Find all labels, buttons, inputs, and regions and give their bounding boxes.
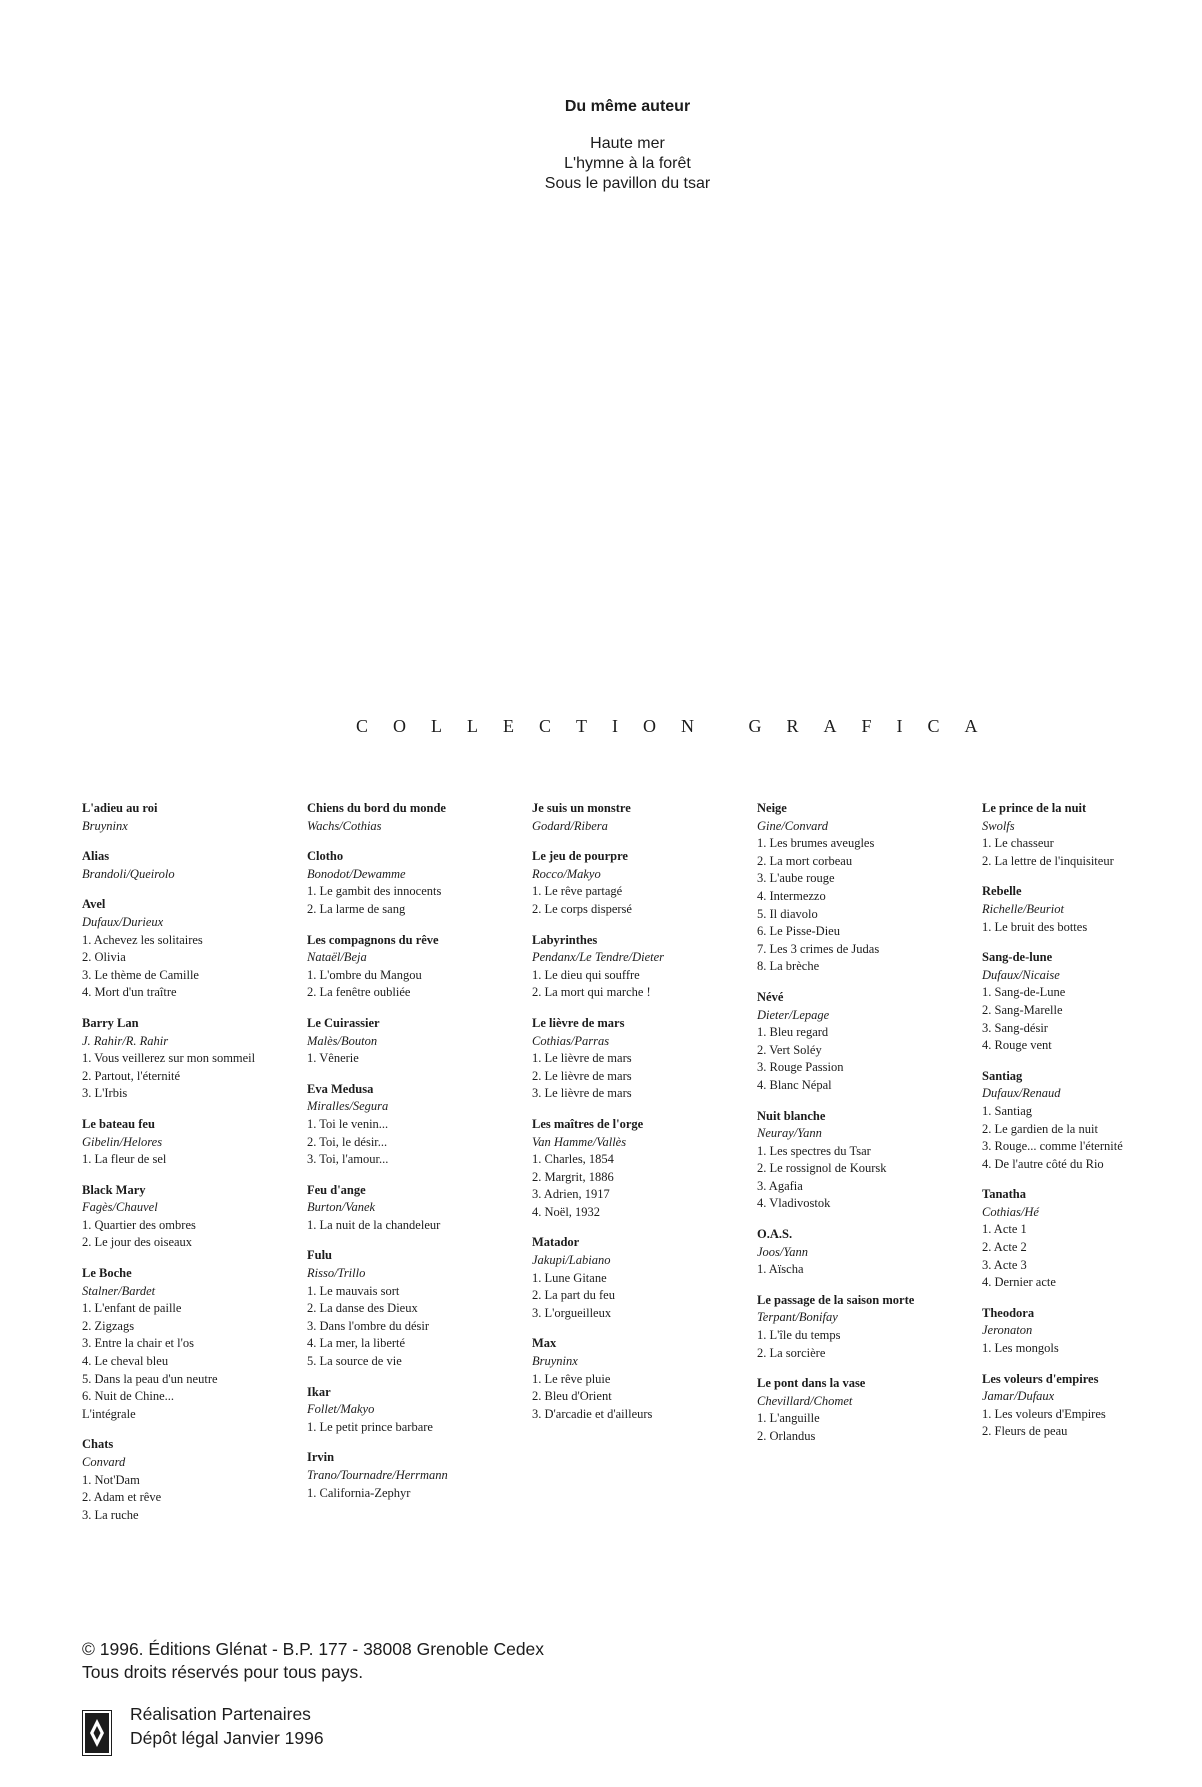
series-entry	[82, 896, 300, 1002]
series-title: Sang-de-lune	[982, 950, 1053, 965]
series-title: Névé	[757, 989, 784, 1004]
volume-item: 4. Intermezzo	[757, 888, 826, 903]
series-title: Le bateau feu	[82, 1116, 155, 1131]
series-authors: Joos/Yann	[757, 1244, 808, 1259]
series-title: Avel	[82, 897, 106, 912]
volume-item: 6. Nuit de Chine...	[82, 1389, 175, 1404]
volume-item: 1. Les brumes aveugles	[757, 836, 875, 851]
volume-item: 1. Sang-de-Lune	[982, 985, 1066, 1000]
series-authors: Godard/Ribera	[532, 818, 608, 833]
series-title: Max	[532, 1336, 557, 1351]
volume-item: 5. Dans la peau d'un neutre	[82, 1371, 218, 1386]
volume-item: 1. Quartier des ombres	[82, 1217, 196, 1232]
volume-item: 1. Le bruit des bottes	[982, 919, 1088, 934]
series-authors: Follet/Makyo	[307, 1402, 375, 1417]
series-title: Santiag	[982, 1068, 1023, 1083]
series-title: Tanatha	[982, 1187, 1027, 1202]
volume-item: 1. Toi le venin...	[307, 1116, 389, 1131]
series-authors: Bruyninx	[532, 1354, 578, 1369]
series-authors: Neuray/Yann	[757, 1126, 822, 1141]
series-title: L'adieu au roi	[82, 801, 158, 815]
volume-item: 4. Le cheval bleu	[82, 1354, 169, 1369]
volume-item: 1. Le rêve pluie	[532, 1371, 611, 1386]
series-authors: Gibelin/Helores	[82, 1134, 163, 1149]
volume-item: 7. Les 3 crimes de Judas	[757, 941, 880, 956]
volume-item: 2. Margrit, 1886	[532, 1169, 614, 1184]
series-authors: Malès/Bouton	[307, 1033, 378, 1048]
catalog-column-2	[307, 800, 525, 1515]
series-entry	[82, 848, 300, 883]
series-authors: Dufaux/Durieux	[82, 914, 164, 929]
volume-item: 4. Dernier acte	[982, 1275, 1056, 1290]
series-authors: Chevillard/Chomet	[757, 1393, 853, 1408]
series-authors: Burton/Vanek	[307, 1200, 376, 1215]
volume-item: 3. L'Irbis	[82, 1086, 128, 1101]
series-entry	[82, 1116, 300, 1169]
publisher-logo-icon	[82, 1710, 112, 1756]
volume-item: 2. Adam et rêve	[82, 1490, 162, 1505]
series-authors: J. Rahir/R. Rahir	[82, 1033, 169, 1048]
volume-item: 3. Entre la chair et l'os	[82, 1336, 194, 1351]
series-entry	[532, 1116, 750, 1222]
volume-item: 1. Vous veillerez sur mon sommeil	[82, 1051, 256, 1066]
series-entry	[982, 800, 1200, 870]
volume-item: 3. Sang-désir	[982, 1020, 1048, 1035]
series-authors: Pendanx/Le Tendre/Dieter	[532, 950, 665, 965]
volume-item: 1. Les voleurs d'Empires	[982, 1406, 1106, 1421]
author-book-list	[0, 134, 1202, 194]
series-authors: Rocco/Makyo	[532, 866, 601, 881]
series-authors: Terpant/Bonifay	[757, 1310, 838, 1325]
volume-item: 3. Toi, l'amour...	[307, 1152, 389, 1167]
series-entry	[307, 1081, 525, 1169]
series-title: Irvin	[307, 1450, 335, 1465]
series-title: Le Boche	[82, 1266, 132, 1281]
volume-item: 2. La part du feu	[532, 1288, 615, 1303]
volume-item: 2. Le jour des oiseaux	[82, 1235, 193, 1250]
author-book: Haute mer	[590, 135, 665, 152]
series-authors: Miralles/Segura	[307, 1099, 389, 1114]
series-entry	[532, 932, 750, 1002]
credits	[130, 1702, 324, 1750]
catalog-column-1	[82, 800, 300, 1537]
volume-item: 3. Rouge Passion	[757, 1060, 844, 1075]
copyright-line: © 1996. Éditions Glénat - B.P. 177 - 38008 Grenoble Cedex	[82, 1639, 545, 1659]
collection-title: COLLECTION GRAFICA	[356, 716, 1003, 736]
series-authors: Trano/Tournadre/Herrmann	[307, 1468, 448, 1482]
volume-item: 3. Rouge... comme l'éternité	[982, 1139, 1123, 1154]
volume-item: 1. Bleu regard	[757, 1025, 829, 1040]
volume-item: 3. Le lièvre de mars	[532, 1086, 632, 1101]
volume-item: 2. La sorcière	[757, 1345, 826, 1360]
series-entry	[982, 1068, 1200, 1174]
volume-item: 1. Les mongols	[982, 1341, 1059, 1356]
volume-item: 2. Le rossignol de Koursk	[757, 1161, 887, 1176]
series-title: O.A.S.	[757, 1227, 793, 1242]
series-authors: Bonodot/Dewamme	[307, 866, 406, 881]
series-authors: Dufaux/Renaud	[982, 1086, 1061, 1101]
series-authors: Convard	[82, 1455, 126, 1469]
series-entry	[82, 1182, 300, 1252]
series-entry	[757, 1108, 975, 1214]
series-authors: Swolfs	[982, 818, 1015, 833]
volume-item: 1. Le dieu qui souffre	[532, 967, 640, 982]
series-title: Black Mary	[82, 1182, 146, 1197]
series-authors: Cothias/Parras	[532, 1033, 610, 1048]
series-title: Matador	[532, 1235, 580, 1250]
volume-item: 2. La larme de sang	[307, 901, 406, 916]
volume-item: 1. Le mauvais sort	[307, 1283, 400, 1298]
volume-item: 4. La mer, la liberté	[307, 1336, 406, 1351]
volume-item: 2. Le lièvre de mars	[532, 1068, 632, 1083]
series-entry	[982, 949, 1200, 1055]
series-title: Feu d'ange	[307, 1182, 366, 1197]
series-title: Rebelle	[982, 884, 1022, 899]
volume-item: 3. La ruche	[82, 1507, 139, 1522]
volume-item: 1. La nuit de la chandeleur	[307, 1217, 441, 1232]
volume-item: 1. Les spectres du Tsar	[757, 1143, 871, 1158]
catalog-column-3	[532, 800, 750, 1436]
series-entry	[307, 1449, 525, 1502]
volume-item: 1. Le lièvre de mars	[532, 1051, 632, 1066]
volume-item: 4. Mort d'un traître	[82, 985, 177, 1000]
volume-item: 2. La mort corbeau	[757, 853, 853, 868]
series-title: Alias	[82, 849, 110, 864]
volume-item: 4. Blanc Népal	[757, 1077, 832, 1092]
series-entry	[307, 800, 525, 835]
volume-item: 3. D'arcadie et d'ailleurs	[532, 1406, 653, 1421]
series-authors: Fagès/Chauvel	[82, 1200, 158, 1215]
volume-item: 2. La mort qui marche !	[532, 985, 651, 1000]
volume-item: 2. Fleurs de peau	[982, 1424, 1068, 1439]
series-entry	[982, 1186, 1200, 1292]
series-entry	[307, 1015, 525, 1068]
author-heading: Du même auteur	[564, 98, 691, 115]
volume-item: 5. La source de vie	[307, 1354, 402, 1369]
series-title: Le jeu de pourpre	[532, 849, 628, 864]
volume-item: 1. Le chasseur	[982, 836, 1054, 851]
volume-item: 1. Le gambit des innocents	[307, 884, 442, 899]
volume-item: 2. Zigzags	[82, 1318, 135, 1333]
series-entry	[757, 1226, 975, 1279]
series-title: Chats	[82, 1437, 114, 1452]
volume-item: 2. Bleu d'Orient	[532, 1389, 612, 1404]
volume-item: 2. Orlandus	[757, 1429, 816, 1443]
volume-item: 2. Le corps dispersé	[532, 901, 632, 916]
series-title: Les compagnons du rêve	[307, 932, 439, 947]
volume-item: 1. Vênerie	[307, 1051, 359, 1066]
author-book: Sous le pavillon du tsar	[544, 175, 711, 192]
copyright-notice	[82, 1638, 544, 1684]
volume-item: 2. Olivia	[82, 950, 126, 965]
volume-item: 6. Le Pisse-Dieu	[757, 924, 840, 939]
series-authors: Jeronaton	[982, 1323, 1033, 1338]
series-entry	[757, 1292, 975, 1362]
volume-item: L'intégrale	[82, 1406, 136, 1421]
series-entry	[982, 1371, 1200, 1441]
volume-item: 1. Aïscha	[757, 1262, 804, 1277]
volume-item: 4. De l'autre côté du Rio	[982, 1156, 1104, 1171]
volume-item: 2. La danse des Dieux	[307, 1301, 418, 1316]
series-title: Le prince de la nuit	[982, 801, 1087, 815]
series-title: Clotho	[307, 849, 344, 864]
series-entry	[307, 1384, 525, 1437]
series-authors: Cothias/Hé	[982, 1204, 1039, 1219]
series-entry	[982, 883, 1200, 936]
volume-item: 2. La fenêtre oubliée	[307, 985, 411, 1000]
series-title: Les voleurs d'empires	[982, 1371, 1099, 1386]
volume-item: 1. Lune Gitane	[532, 1270, 607, 1285]
series-entry	[307, 848, 525, 918]
volume-item: 8. La brèche	[757, 959, 820, 974]
series-authors: Risso/Trillo	[307, 1266, 366, 1281]
series-entry	[82, 800, 300, 835]
series-entry	[532, 800, 750, 835]
series-entry	[82, 1015, 300, 1103]
volume-item: 3. Agafia	[757, 1178, 803, 1193]
volume-item: 1. L'ombre du Mangou	[307, 967, 422, 982]
volume-item: 1. Santiag	[982, 1103, 1032, 1118]
volume-item: 3. Le thème de Camille	[82, 967, 199, 982]
volume-item: 2. Le gardien de la nuit	[982, 1121, 1098, 1136]
series-title: Le lièvre de mars	[532, 1015, 625, 1030]
volume-item: 1. La fleur de sel	[82, 1152, 167, 1167]
volume-item: 4. Noël, 1932	[532, 1204, 601, 1219]
series-title: Neige	[757, 801, 787, 815]
volume-item: 2. Acte 2	[982, 1240, 1027, 1255]
series-authors: Gine/Convard	[757, 818, 829, 833]
author-section	[0, 98, 1202, 194]
series-entry	[307, 932, 525, 1002]
production-credit: Réalisation Partenaires	[130, 1704, 311, 1724]
series-title: Eva Medusa	[307, 1081, 374, 1096]
series-title: Le Cuirassier	[307, 1015, 380, 1030]
volume-item: 1. Not'Dam	[82, 1472, 140, 1487]
series-entry	[82, 1265, 300, 1423]
series-entry	[532, 1335, 750, 1423]
series-entry	[532, 1015, 750, 1103]
series-entry	[307, 1182, 525, 1235]
volume-item: 3. Adrien, 1917	[532, 1187, 610, 1202]
series-entry	[307, 1247, 525, 1370]
volume-item: 5. Il diavolo	[757, 906, 818, 921]
series-title: Les maîtres de l'orge	[532, 1116, 644, 1131]
volume-item: 2. Partout, l'éternité	[82, 1068, 181, 1083]
volume-item: 1. Acte 1	[982, 1222, 1027, 1237]
series-title: Le passage de la saison morte	[757, 1292, 915, 1307]
series-authors: Nataël/Beja	[307, 950, 367, 965]
volume-item: 2. Sang-Marelle	[982, 1002, 1063, 1017]
catalog-column-5	[982, 800, 1200, 1454]
volume-item: 3. L'aube rouge	[757, 871, 835, 886]
series-authors: Stalner/Bardet	[82, 1283, 156, 1298]
legal-deposit: Dépôt légal Janvier 1996	[130, 1728, 324, 1748]
catalog-column-4	[757, 800, 975, 1459]
volume-item: 4. Vladivostok	[757, 1196, 831, 1211]
series-entry	[532, 848, 750, 918]
volume-item: 1. Charles, 1854	[532, 1152, 614, 1167]
series-entry	[757, 1375, 975, 1445]
series-entry	[82, 1436, 300, 1524]
volume-item: 2. La lettre de l'inquisiteur	[982, 853, 1114, 868]
volume-item: 1. L'enfant de paille	[82, 1301, 182, 1316]
volume-item: 4. Rouge vent	[982, 1038, 1052, 1053]
volume-item: 1. L'île du temps	[757, 1328, 841, 1343]
volume-item: 3. L'orgueilleux	[532, 1305, 612, 1320]
series-entry	[982, 1305, 1200, 1358]
series-authors: Dufaux/Nicaise	[982, 967, 1060, 982]
series-authors: Van Hamme/Vallès	[532, 1134, 627, 1149]
rights-line: Tous droits réservés pour tous pays.	[82, 1662, 364, 1682]
volume-item: 1. L'anguille	[757, 1411, 820, 1426]
series-authors: Richelle/Beuriot	[982, 901, 1064, 916]
series-authors: Brandoli/Queirolo	[82, 866, 175, 881]
volume-item: 1. Le rêve partagé	[532, 884, 623, 899]
series-title: Fulu	[307, 1248, 333, 1263]
series-title: Labyrinthes	[532, 932, 598, 947]
series-entry	[757, 989, 975, 1095]
volume-item: 1. California-Zephyr	[307, 1485, 411, 1500]
series-title: Barry Lan	[82, 1015, 139, 1030]
series-title: Ikar	[307, 1384, 331, 1399]
series-title: Je suis un monstre	[532, 801, 631, 815]
series-title: Le pont dans la vase	[757, 1376, 866, 1391]
author-book: L'hymne à la forêt	[564, 155, 691, 172]
volume-item: 3. Dans l'ombre du désir	[307, 1318, 430, 1333]
series-entry	[757, 800, 975, 976]
volume-item: 1. Achevez les solitaires	[82, 932, 203, 947]
volume-item: 1. Le petit prince barbare	[307, 1419, 433, 1434]
series-entry	[532, 1234, 750, 1322]
series-title: Theodora	[982, 1305, 1035, 1320]
series-authors: Jakupi/Labiano	[532, 1253, 611, 1268]
volume-item: 2. Vert Soléy	[757, 1042, 822, 1057]
volume-item: 2. Toi, le désir...	[307, 1134, 388, 1149]
series-authors: Jamar/Dufaux	[982, 1389, 1055, 1404]
volume-item: 3. Acte 3	[982, 1257, 1027, 1272]
series-authors: Bruyninx	[82, 818, 128, 833]
series-title: Chiens du bord du monde	[307, 801, 446, 815]
series-authors: Wachs/Cothias	[307, 818, 382, 833]
series-title: Nuit blanche	[757, 1108, 826, 1123]
series-authors: Dieter/Lepage	[757, 1007, 830, 1022]
